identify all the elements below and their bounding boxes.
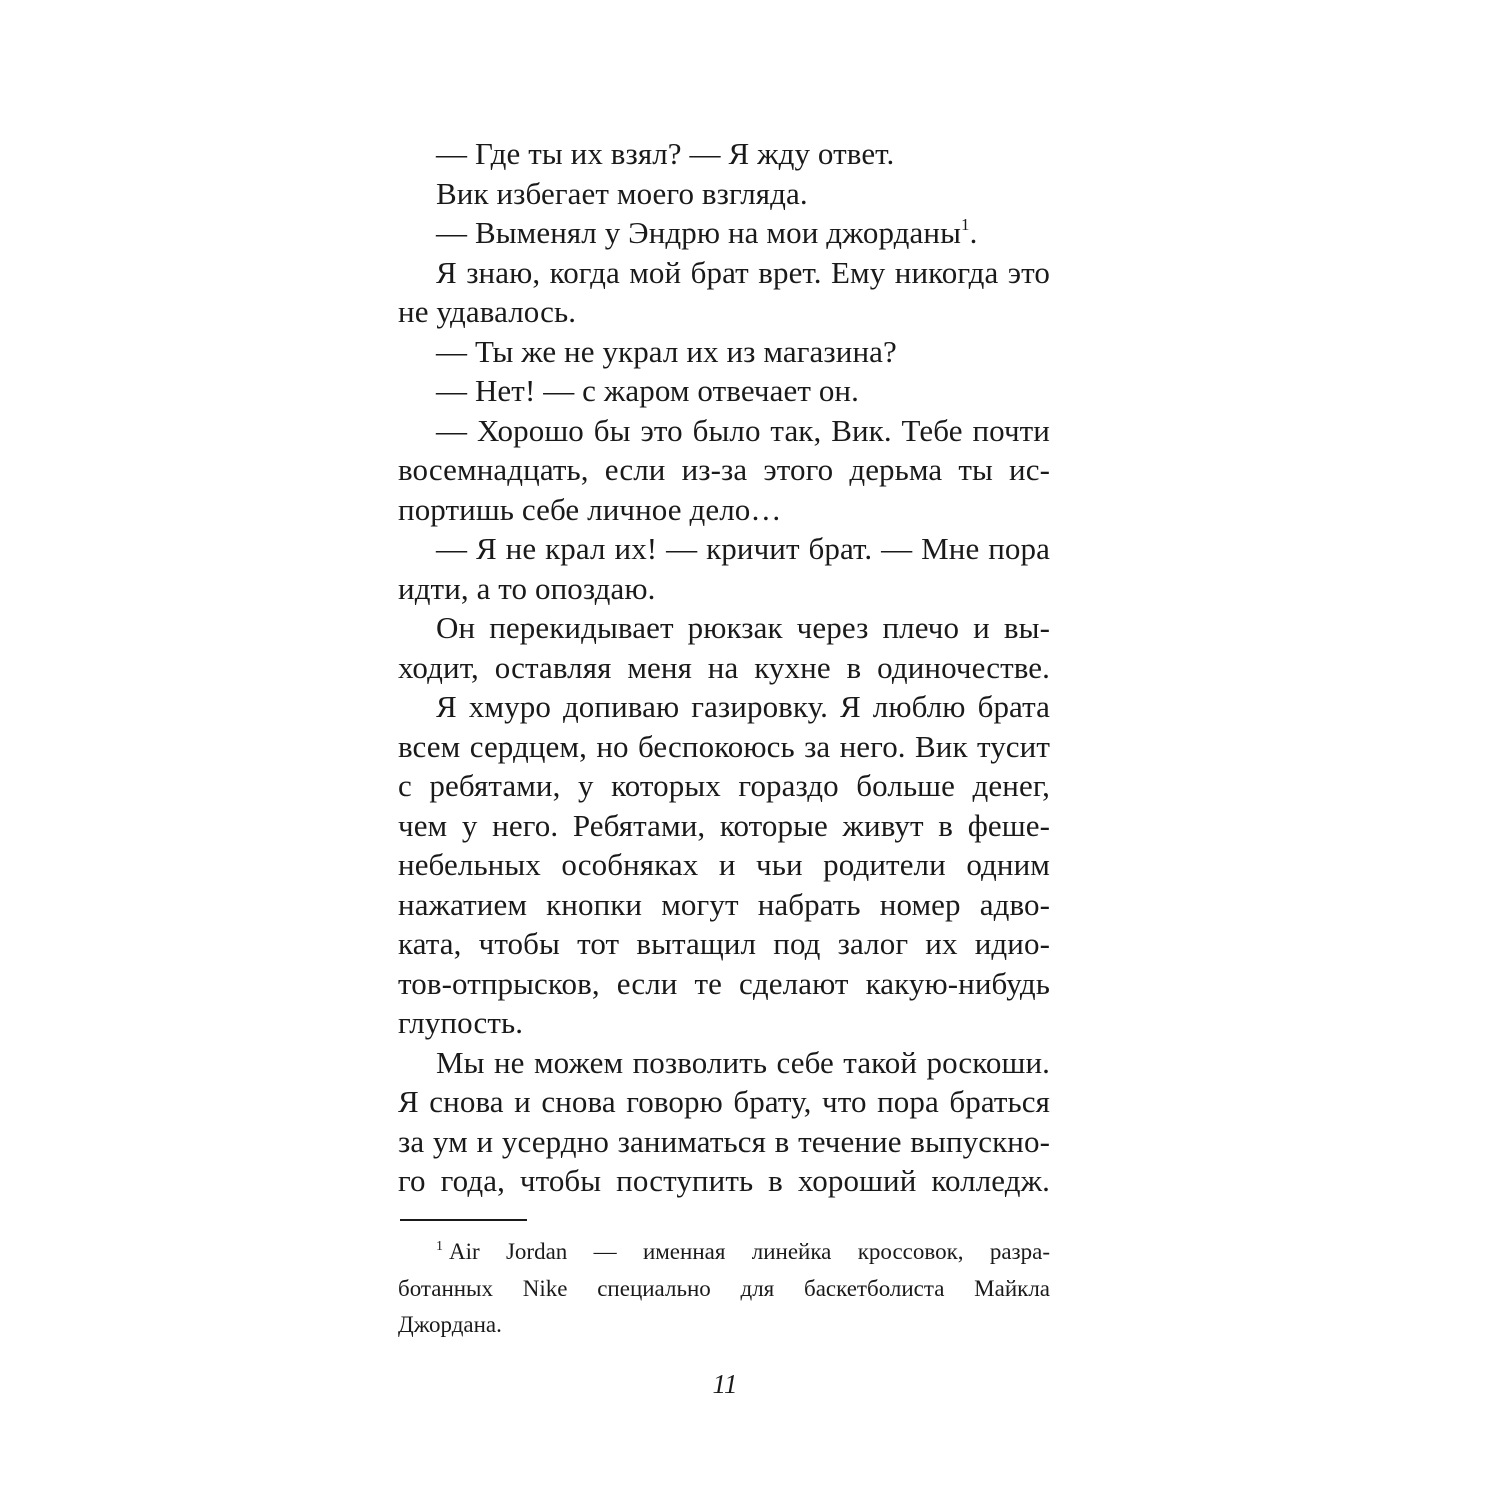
footnote-line: Джордана.: [398, 1312, 502, 1337]
text-line: глупость.: [398, 1005, 524, 1040]
text-line: за ум и усердно заниматься в течение выпускно-: [398, 1123, 1050, 1159]
text-line: Он перекидывает рюкзак через плечо и вы-: [436, 610, 1050, 645]
text-line: всем сердцем, но беспокоюсь за него. Вик тусит: [398, 728, 1050, 764]
text-line: — Ты же не украл их из магазина?: [436, 333, 897, 369]
text-line: ходит, оставляя меня на кухне в одиночестве.: [398, 649, 1050, 685]
footnote-separator: [400, 1219, 527, 1221]
text-line-end-punctuation: .: [969, 215, 978, 250]
footnote-marker: 1: [436, 1239, 443, 1254]
text-line-with-footnote-ref: [398, 213, 1050, 253]
text-line: Я снова и снова говорю брату, что пора браться: [398, 1084, 1050, 1119]
footnote-line-text: Air Jordan — именная линейка кроссовок, разра-: [449, 1239, 1050, 1264]
text-line: — Хорошо бы это было так, Вик. Тебе почти: [436, 412, 1050, 448]
text-line: Я знаю, когда мой брат врет. Ему никогда это: [436, 254, 1050, 290]
body-text: [398, 134, 1050, 1201]
text-line: го года, чтобы поступить в хороший колледж.: [398, 1163, 1050, 1198]
page-number: 11: [712, 1369, 738, 1399]
footnote-reference: 1: [961, 215, 970, 234]
text-line: — Я не крал их! — кричит брат. — Мне пора: [436, 531, 1050, 566]
text-line: идти, а то опоздаю.: [398, 570, 656, 606]
text-line: Мы не можем позволить себе такой роскоши.: [436, 1044, 1050, 1080]
text-line: не удавалось.: [398, 294, 577, 329]
text-line: Вик избегает моего взгляда.: [436, 175, 808, 211]
text-line: тов-отпрысков, если те сделают какую-нибудь: [398, 965, 1050, 1001]
text-line: с ребятами, у которых гораздо больше денег,: [398, 768, 1050, 803]
text-line: Я хмуро допиваю газировку. Я люблю брата: [436, 689, 1050, 724]
text-line: чем у него. Ребятами, которые живут в феше-: [398, 807, 1050, 843]
footnote-line: ботанных Nike специально для баскетболиста Майкла: [398, 1275, 1050, 1301]
footnotes: [398, 1234, 1050, 1344]
footnote-line: [398, 1234, 1050, 1271]
text-line: — Нет! — с жаром отвечает он.: [436, 373, 859, 408]
text-line: нажатием кнопки могут набрать номер адво-: [398, 886, 1050, 922]
text-line-content: — Выменял у Эндрю на мои джорданы: [436, 215, 962, 250]
text-line: — Где ты их взял? — Я жду ответ.: [436, 136, 895, 171]
text-line: портишь себе личное дело…: [398, 491, 782, 527]
text-line: восемнадцать, если из-за этого дерьма ты ис-: [398, 452, 1050, 487]
text-line: небельных особняках и чьи родители одним: [398, 847, 1050, 882]
text-line: ката, чтобы тот вытащил под залог их идио-: [398, 926, 1050, 961]
